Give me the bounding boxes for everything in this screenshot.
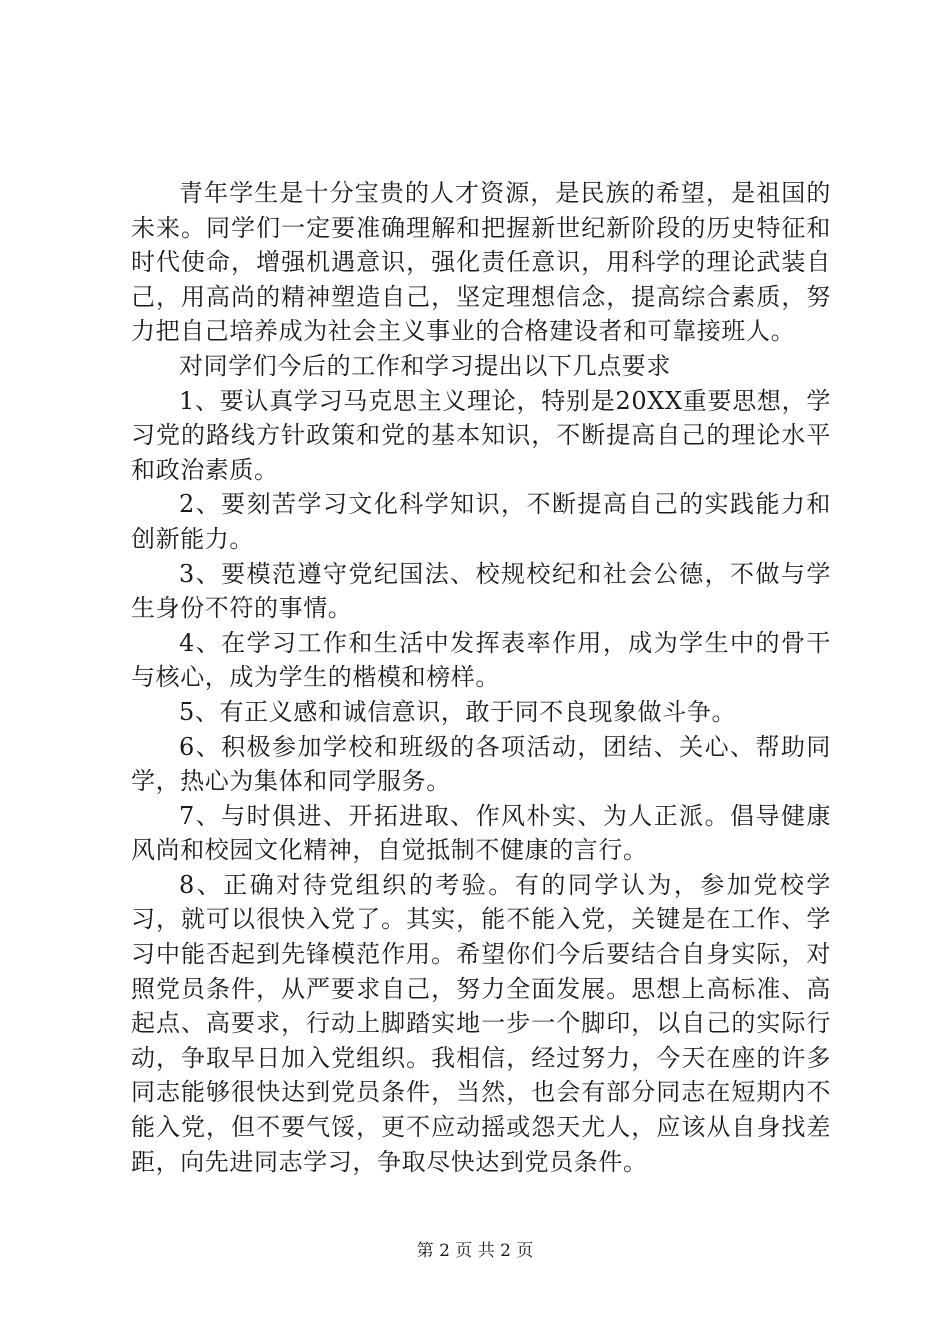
- paragraph-item-3: 3、要模范遵守党纪国法、校规校纪和社会公德，不做与学生身份不符的事情。: [131, 559, 831, 623]
- paragraph-item-5: 5、有正义感和诚信意识，敢于同不良现象做斗争。: [179, 697, 737, 726]
- paragraph-requirements-heading: 对同学们今后的工作和学习提出以下几点要求: [179, 351, 671, 380]
- paragraph-item-6: 6、积极参加学校和班级的各项活动，团结、关心、帮助同学，热心为集体和同学服务。: [131, 732, 831, 796]
- paragraph-item-8: 8、正确对待党组织的考验。有的同学认为，参加党校学习，就可以很快入党了。其实，能不能入党，关键是在工作、学习中能否起到先锋模范作用。希望你们今后要结合自身实际，对照党员条件，从严要求自己，努力全面发展。思想上高标准、高起点、高要求，行动上脚踏实地一步一个脚印，以自己的实际行动，争取早日加入党组织。我相信，经过努力，今天在座的许多同志能够很快达到党员条件，当然，也会有部分同志在短期内不能入党，但不要气馁，更不应动摇或怨天尤人，应该从自身找差距，向先进同志学习，争取尽快达到党员条件。: [131, 870, 831, 1176]
- paragraph-item-7: 7、与时俱进、开拓进取、作风朴实、为人正派。倡导健康风尚和校园文化精神，自觉抵制不健康的言行。: [131, 801, 831, 865]
- document-body: [131, 176, 831, 1179]
- page-footer: 第 2 页 共 2 页: [416, 1241, 534, 1261]
- paragraph-item-2: 2、要刻苦学习文化科学知识，不断提高自己的实践能力和创新能力。: [131, 490, 831, 553]
- paragraph-intro: 青年学生是十分宝贵的人才资源，是民族的希望，是祖国的未来。同学们一定要准确理解和把握新世纪新阶段的历史特征和时代使命，增强机遇意识，强化责任意识，用科学的理论武装自己，用高尚的精神塑造自己，坚定理想信念，提高综合素质，努力把自己培养成为社会主义事业的合格建设者和可靠接班人。: [131, 179, 831, 346]
- paragraph-item-1: 1、要认真学习马克思主义理论，特别是20XX重要思想，学习党的路线方针政策和党的基本知识，不断提高自己的理论水平和政治素质。: [131, 386, 831, 484]
- paragraph-item-4: 4、在学习工作和生活中发挥表率作用，成为学生中的骨干与核心，成为学生的楷模和榜样。: [131, 628, 831, 692]
